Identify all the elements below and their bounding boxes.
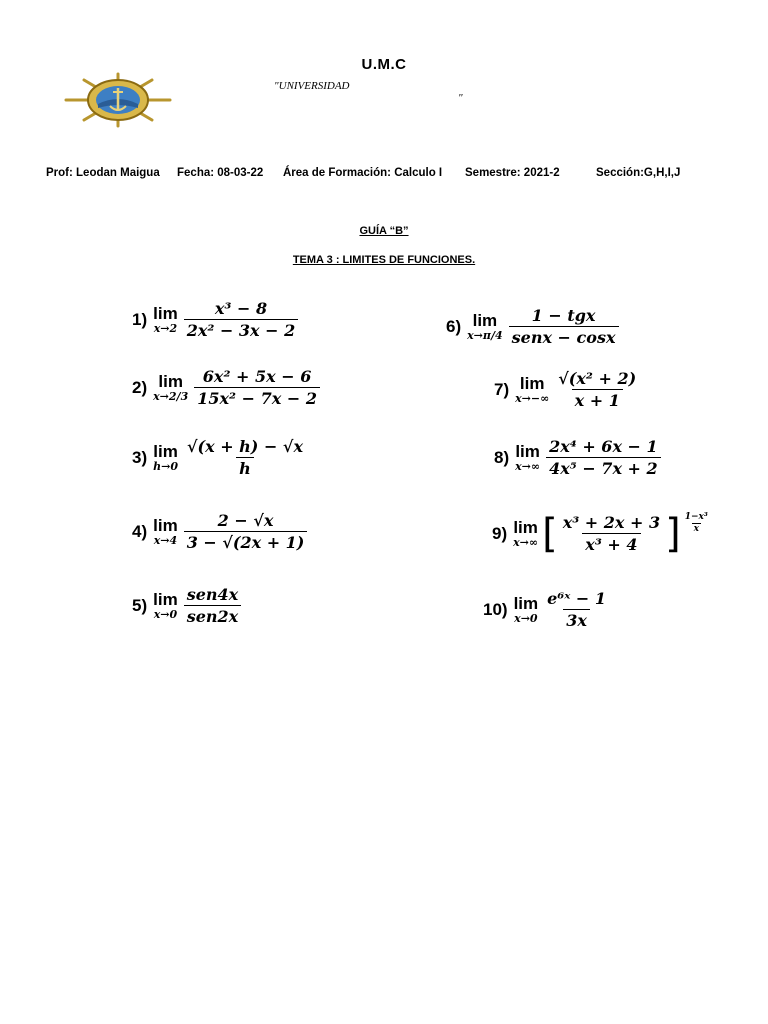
denominator: x³ + 4 <box>582 533 640 555</box>
numerator: x³ − 8 <box>214 299 268 318</box>
denominator: 2x² − 3x − 2 <box>184 319 299 341</box>
lim-approach: x→2 <box>153 321 178 335</box>
lim-word: lim <box>519 373 545 393</box>
exercise-1 <box>132 298 300 341</box>
lim-approach: x→∞ <box>513 535 539 549</box>
exercise-8 <box>494 436 663 479</box>
exercise-number: 2) <box>132 377 148 397</box>
page-title: U.M.C <box>361 56 407 73</box>
left-bracket: [ <box>542 510 558 557</box>
exercise-number: 9) <box>492 523 508 543</box>
lim-approach: x→π/4 <box>467 328 503 342</box>
numerator: 6x² + 5x − 6 <box>202 367 312 386</box>
exercise-10 <box>483 588 611 631</box>
exercise-number: 5) <box>132 595 148 615</box>
professor-label: Prof: Leodan Maigua <box>46 167 160 179</box>
exercise-7 <box>494 368 641 411</box>
denominator: 3 − √(2x + 1) <box>184 531 308 553</box>
numerator: sen4x <box>186 585 239 604</box>
lim-approach: x→∞ <box>515 459 541 473</box>
date-label: Fecha: 08-03-22 <box>177 167 264 179</box>
exercise-number: 8) <box>494 447 510 467</box>
lim-approach: x→0 <box>514 611 538 625</box>
lim-word: lim <box>513 593 539 613</box>
denominator: x + 1 <box>572 389 623 411</box>
exercise-number: 6) <box>446 316 462 336</box>
university-name: "UNIVERSIDAD <box>274 80 350 92</box>
numerator: 2 − √x <box>217 511 274 530</box>
section-label: Sección:G,H,I,J <box>596 167 681 179</box>
lim-word: lim <box>153 515 178 535</box>
lim-approach: h→0 <box>153 459 178 473</box>
ship-wheel-emblem-icon <box>62 72 174 128</box>
exercise-6 <box>446 305 621 348</box>
exponent-numerator: 1−x³ <box>684 512 708 522</box>
lim-approach: x→0 <box>153 607 178 621</box>
area-label: Área de Formación: Calculo I <box>283 167 443 179</box>
exercise-number: 7) <box>494 379 510 399</box>
exercise-5 <box>132 584 243 627</box>
lim-word: lim <box>153 303 178 323</box>
denominator: sen2x <box>184 605 242 627</box>
lim-word: lim <box>153 589 178 609</box>
lim-approach: x→−∞ <box>515 391 550 405</box>
guide-title: GUÍA “B” <box>359 225 409 237</box>
quote-end: " <box>458 92 463 104</box>
lim-word: lim <box>158 371 183 391</box>
topic-title: TEMA 3 : LIMITES DE FUNCIONES. <box>292 254 476 266</box>
lim-word: lim <box>472 310 498 330</box>
exercise-number: 1) <box>132 309 148 329</box>
exercise-number: 4) <box>132 521 148 541</box>
exercise-3 <box>132 436 308 479</box>
exercise-9 <box>492 512 712 555</box>
exercise-number: 3) <box>132 447 148 467</box>
denominator: 4x⁵ − 7x + 2 <box>546 457 661 479</box>
exercise-number: 10) <box>483 599 508 619</box>
denominator: 3x <box>563 609 590 631</box>
denominator: h <box>236 457 254 479</box>
denominator: senx − cosx <box>509 326 619 348</box>
numerator: x³ + 2x + 3 <box>562 513 661 532</box>
numerator: √(x² + 2) <box>558 369 637 388</box>
numerator: e⁶ˣ − 1 <box>547 589 607 608</box>
numerator: 2x⁴ + 6x − 1 <box>549 437 658 456</box>
semester-label: Semestre: 2021-2 <box>465 167 560 179</box>
lim-approach: x→2/3 <box>153 389 189 403</box>
numerator: √(x + h) − √x <box>187 437 303 456</box>
lim-word: lim <box>153 441 178 461</box>
lim-word: lim <box>515 441 540 461</box>
denominator: 15x² − 7x − 2 <box>194 387 320 409</box>
exercise-2 <box>132 366 322 409</box>
numerator: 1 − tgx <box>531 306 596 325</box>
exponent-denominator: x <box>693 524 699 534</box>
lim-word: lim <box>513 517 538 537</box>
right-bracket: ] <box>665 510 681 557</box>
lim-approach: x→4 <box>153 533 178 547</box>
exercise-4 <box>132 510 309 553</box>
exponent <box>681 504 712 535</box>
